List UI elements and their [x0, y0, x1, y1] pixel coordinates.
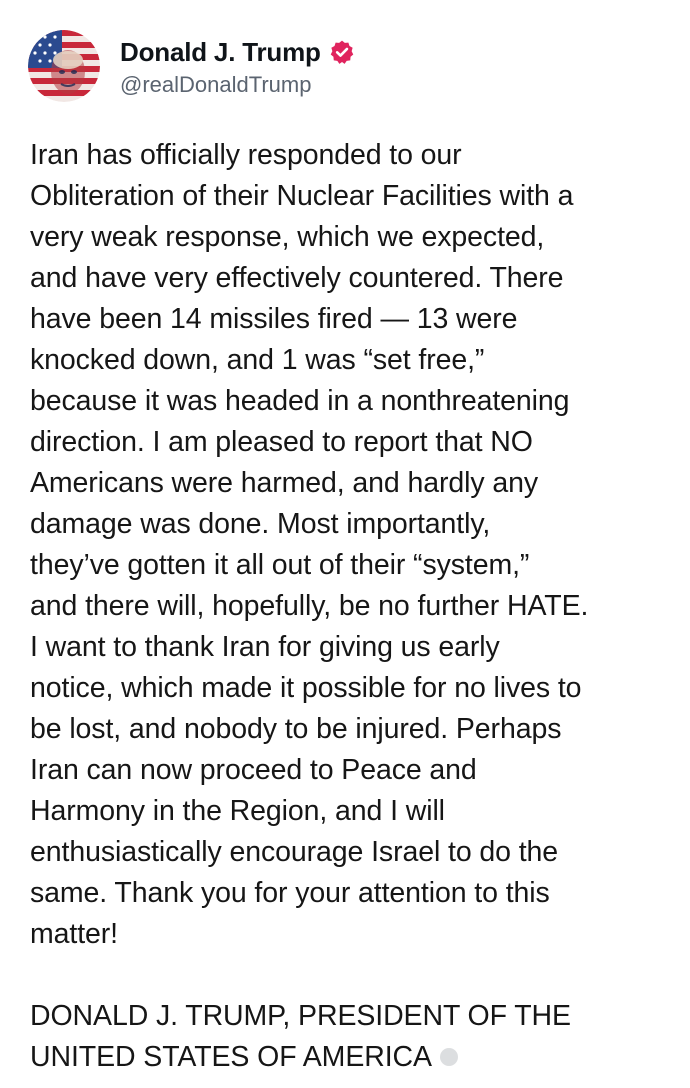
- body-line: direction. I am pleased to report that NO: [30, 426, 533, 458]
- body-line: notice, which made it possible for no lives to: [30, 672, 582, 704]
- verified-badge-icon: [329, 39, 355, 65]
- author-handle[interactable]: @realDonaldTrump: [120, 72, 312, 97]
- body-line: and have very effectively countered. There: [30, 262, 564, 294]
- body-line: Iran can now proceed to Peace and: [30, 754, 477, 786]
- body-line: I want to thank Iran for giving us early: [30, 631, 500, 663]
- body-line: damage was done. Most importantly,: [30, 508, 491, 540]
- body-line: enthusiastically encourage Israel to do the: [30, 836, 559, 868]
- avatar[interactable]: [28, 30, 100, 102]
- body-line: Harmony in the Region, and I will: [30, 795, 445, 827]
- author-info: [120, 34, 355, 98]
- body-line: Americans were harmed, and hardly any: [30, 467, 538, 499]
- image-watermark: [440, 1044, 670, 1070]
- body-line: very weak response, which we expected,: [30, 221, 545, 253]
- body-line: Iran has officially responded to our: [30, 139, 462, 171]
- body-line: be lost, and nobody to be injured. Perhaps: [30, 713, 562, 745]
- body-line: same. Thank you for your attention to this: [30, 877, 550, 909]
- author-display-name[interactable]: Donald J. Trump: [120, 36, 321, 67]
- body-line: Obliteration of their Nuclear Facilities with a: [30, 180, 574, 212]
- watermark-logo-icon: [440, 1048, 458, 1066]
- body-line: knocked down, and 1 was “set free,”: [30, 344, 485, 376]
- post-body: [30, 135, 670, 1078]
- body-line: and there will, hopefully, be no further HATE.: [30, 590, 589, 622]
- paragraph-spacer: [30, 955, 670, 996]
- signature-line: UNITED STATES OF AMERICA: [30, 1041, 432, 1073]
- signature-line: DONALD J. TRUMP, PRESIDENT OF THE: [30, 1000, 571, 1032]
- body-line: they’ve gotten it all out of their “system,”: [30, 549, 530, 581]
- body-line: have been 14 missiles fired — 13 were: [30, 303, 518, 335]
- body-line: because it was headed in a nonthreatening: [30, 385, 570, 417]
- post-header: [28, 30, 355, 102]
- name-row: [120, 34, 355, 70]
- body-line: matter!: [30, 918, 118, 950]
